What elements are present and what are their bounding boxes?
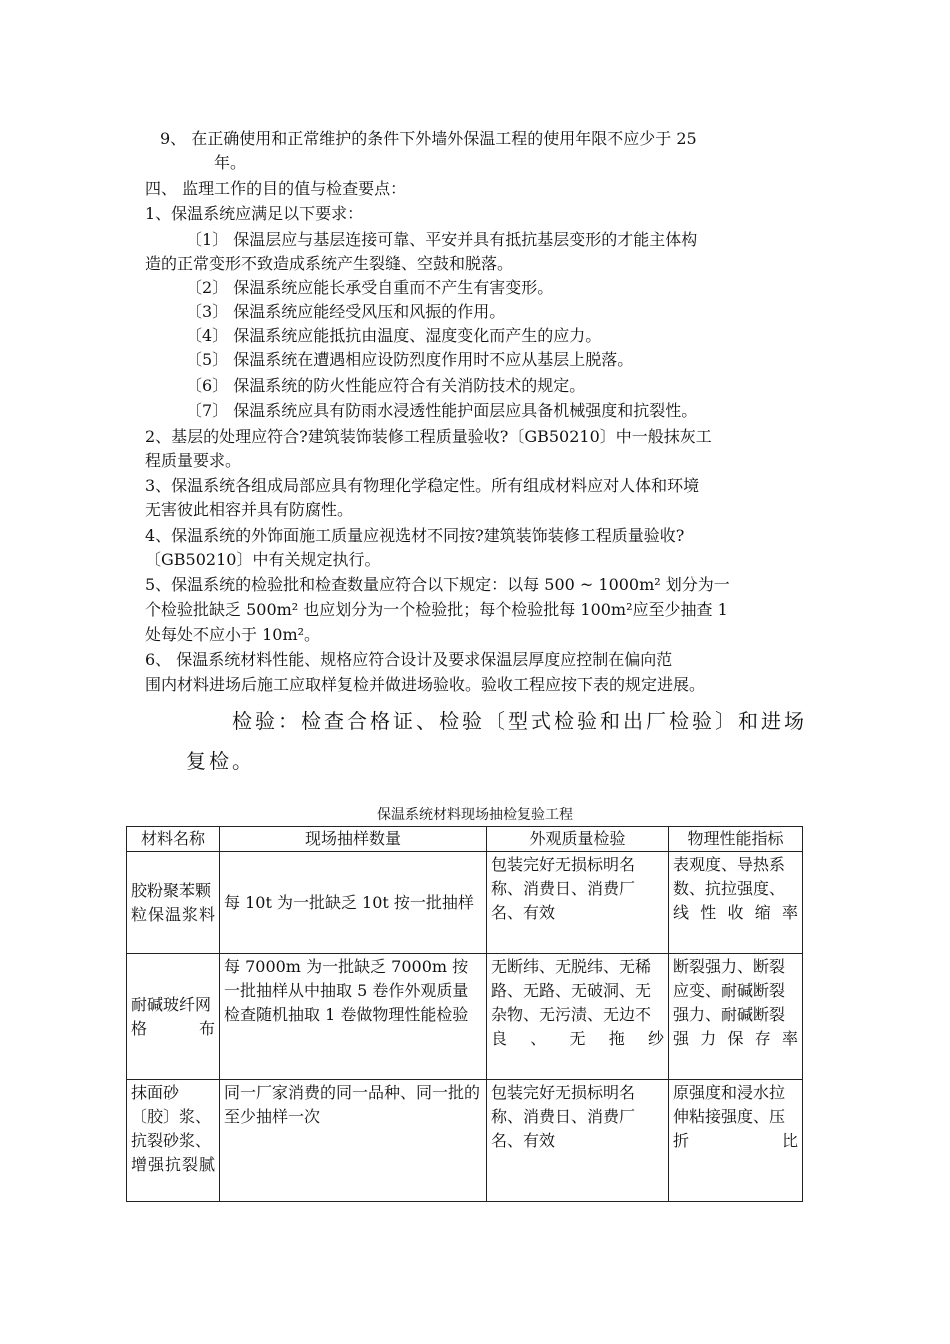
item-1-4: 〔4〕 保温系统应能抵抗由温度、湿度变化而产生的应力。: [186, 326, 602, 345]
item-1-2: 〔2〕 保温系统应能长承受自重而不产生有害变形。: [186, 278, 554, 297]
item-4-line1: 4、保温系统的外饰面施工质量应视选材不同按?建筑装饰装修工程质量验收?: [145, 526, 685, 545]
item-1-6: 〔6〕 保温系统的防火性能应符合有关消防技术的规定。: [186, 376, 586, 395]
table-caption: 保温系统材料现场抽检复验工程: [377, 807, 573, 823]
header-sampling-quantity: 现场抽样数量: [220, 827, 487, 852]
item-6-line2: 围内材料进场后施工应取样复检并做进场验收。验收工程应按下表的规定进展。: [145, 675, 706, 694]
inspection-note-line2: 复检。: [186, 749, 255, 773]
item-3-line2: 无害彼此相容并具有防腐性。: [145, 500, 354, 519]
paragraph-9-line2: 年。: [214, 153, 247, 172]
cell-appearance-check: 无断纬、无脱纬、无稀路、无路、无破洞、无杂物、无污渍、无边不良、无拖纱: [487, 954, 669, 1080]
item-6-line1: 6、 保温系统材料性能、规格应符合设计及要求保温层厚度应控制在偏向范: [145, 650, 673, 669]
header-material-name: 材料名称: [127, 827, 220, 852]
item-3-line1: 3、保温系统各组成局部应具有物理化学稳定性。所有组成材料应对人体和环境: [145, 476, 700, 495]
item-1-3: 〔3〕 保温系统应能经受风压和风振的作用。: [186, 302, 506, 321]
cell-physical-properties: 断裂强力、断裂应变、耐碱断裂强力、耐碱断裂强力保存率: [669, 954, 803, 1080]
item-1-1-line1: 〔1〕 保温层应与基层连接可靠、平安并具有抵抗基层变形的才能主体构: [186, 230, 698, 249]
paragraph-9-line1: 9、 在正确使用和正常维护的条件下外墙外保温工程的使用年限不应少于 25: [160, 129, 697, 148]
section-4-heading: 四、 监理工作的目的值与检查要点：: [145, 179, 407, 198]
item-1-5: 〔5〕 保温系统在遭遇相应设防烈度作用时不应从基层上脱落。: [186, 350, 634, 369]
item-4-line2: 〔GB50210〕中有关规定执行。: [145, 550, 381, 569]
cell-appearance-check: 包装完好无损标明名称、消费日、消费厂名、有效: [487, 852, 669, 954]
cell-appearance-check: 包装完好无损标明名称、消费日、消费厂名、有效: [487, 1080, 669, 1202]
cell-sampling-quantity: 每 10t 为一批缺乏 10t 按一批抽样: [220, 852, 487, 954]
cell-material-name: 胶粉聚苯颗粒保温浆料: [127, 852, 220, 954]
table-row: [127, 1080, 803, 1202]
item-2-line1: 2、基层的处理应符合?建筑装饰装修工程质量验收?〔GB50210〕中一般抹灰工: [145, 427, 712, 446]
cell-material-name: 抹面砂〔胶〕浆、抗裂砂浆、增强抗裂腻: [127, 1080, 220, 1202]
item-1-1-line2: 造的正常变形不致造成系统产生裂缝、空鼓和脱落。: [145, 254, 514, 273]
materials-table: [126, 826, 803, 1202]
cell-sampling-quantity: 同一厂家消费的同一品种、同一批的至少抽样一次: [220, 1080, 487, 1202]
cell-physical-properties: 原强度和浸水拉伸粘接强度、压折比: [669, 1080, 803, 1202]
cell-physical-properties: 表观度、导热系数、抗拉强度、线性收缩率: [669, 852, 803, 954]
header-appearance-check: 外观质量检验: [487, 827, 669, 852]
item-5-line1: 5、保温系统的检验批和检查数量应符合以下规定：以每 500 ~ 1000m² 划分为一: [145, 575, 730, 594]
item-5-line2: 个检验批缺乏 500m² 也应划分为一个检验批；每个检验批每 100m²应至少抽查 1: [145, 600, 728, 619]
cell-material-name: 耐碱玻纤网格布: [127, 954, 220, 1080]
table-row: [127, 954, 803, 1080]
table-header-row: [127, 827, 803, 852]
table-row: [127, 852, 803, 954]
item-1-7: 〔7〕 保温系统应具有防雨水浸透性能护面层应具备机械强度和抗裂性。: [186, 401, 698, 420]
inspection-note-line1: 检验：检查合格证、检验〔型式检验和出厂检验〕和进场: [232, 709, 807, 733]
item-1: 1、保温系统应满足以下要求：: [145, 204, 364, 223]
cell-sampling-quantity: 每 7000m 为一批缺乏 7000m 按一批抽样从中抽取 5 卷作外观质量检查随机抽取 1 卷做物理性能检验: [220, 954, 487, 1080]
header-physical-properties: 物理性能指标: [669, 827, 803, 852]
item-2-line2: 程质量要求。: [145, 451, 242, 470]
item-5-line3: 处每处不应小于 10m²。: [145, 625, 321, 644]
